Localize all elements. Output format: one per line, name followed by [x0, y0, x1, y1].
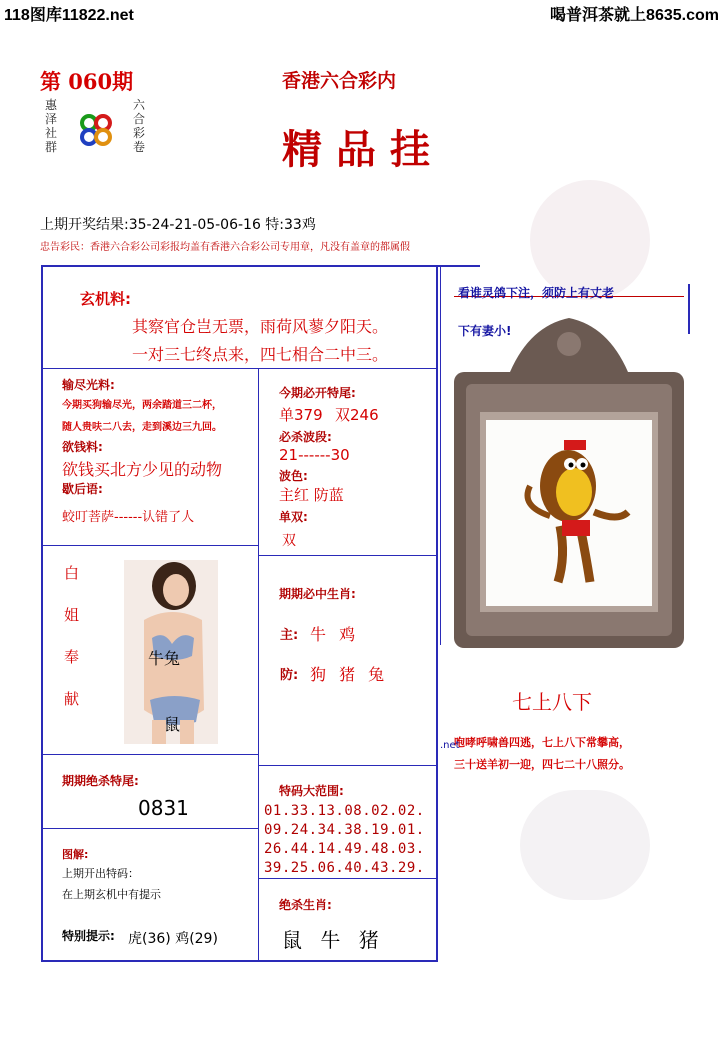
yuqian-text: 欲钱买北方少见的动物	[62, 460, 223, 479]
monkey-frame-picture	[450, 316, 688, 652]
special-label: 特别提示:	[62, 929, 115, 943]
last-result: 上期开奖结果:35-24-21-05-06-16 特:33鸡	[40, 217, 316, 233]
divider	[258, 878, 436, 879]
divider	[41, 265, 43, 962]
juesha-shengxiao-value: 鼠 牛 猪	[282, 928, 385, 952]
vertical-char: 献	[64, 690, 80, 708]
bite-shuang: 双246	[335, 406, 379, 424]
monkey-poem-1: 咆哮呼啸兽四逃，七上八下常攀高，	[454, 736, 630, 749]
divider	[258, 368, 259, 962]
danshuang-value: 双	[282, 533, 296, 549]
divider	[335, 265, 480, 267]
monkey-poem-2: 三十送羊初一迎，四七二十八照分。	[454, 758, 630, 771]
divider	[436, 265, 438, 962]
bizhong-label: 期期必中生肖:	[279, 587, 356, 601]
divider	[42, 368, 437, 369]
monkey-title: 七上八下	[512, 690, 592, 714]
girl-caption-2: 鼠	[164, 715, 181, 734]
divider	[688, 284, 690, 334]
danshuang-label: 单双:	[279, 510, 308, 524]
bite-label: 今期必开特尾:	[279, 386, 356, 400]
divider	[42, 545, 258, 546]
girl-caption-1: 牛兔	[148, 649, 181, 668]
bizhong-main: 牛 鸡	[310, 625, 360, 644]
vertical-char: 白	[64, 564, 80, 582]
vertical-char: 奉	[64, 648, 80, 666]
vertical-label-left: 惠泽社群	[44, 98, 57, 154]
vertical-label-right: 六合彩卷	[132, 98, 145, 154]
divider	[258, 765, 436, 766]
tujie-line-2: 在上期玄机中有提示	[62, 888, 161, 901]
bizhong-fang: 狗 猪 兔	[310, 665, 389, 684]
shuxu-line-1: 今期买狗输尽光，两余踏道三二杯，	[62, 400, 222, 411]
range-row: 01.33.13.08.02.02.	[264, 803, 425, 819]
xuanji-line-2: 一对三七终点来，四七相合二中三。	[132, 345, 389, 364]
juesha-tail-value: 0831	[138, 796, 189, 820]
xiehou-label: 歇后语:	[62, 482, 103, 496]
special-value: 虎(36) 鸡(29)	[128, 931, 218, 947]
divider	[42, 754, 258, 755]
bizhong-main-label: 主:	[280, 628, 299, 643]
range-row: 39.25.06.40.43.29.	[264, 860, 425, 876]
notice-text: 忠告彩民：香港六合彩公司彩报均盖有香港六合彩公司专用章，凡没有盖章的都属假	[40, 242, 410, 253]
xiehou-text: 蛟叮菩萨------认错了人	[62, 510, 195, 525]
tujie-line-1: 上期开出特码：	[62, 867, 139, 880]
divider	[258, 555, 436, 556]
banner-line-1: 看谁灵鸽下注，须防上有丈老	[458, 286, 615, 300]
issue-number: 第 060期	[40, 69, 134, 94]
range-label: 特码大范围:	[279, 784, 344, 798]
divider	[42, 960, 438, 962]
juesha-shengxiao-label: 绝杀生肖:	[279, 898, 332, 912]
banner-line-2: 下有妻小!	[458, 324, 512, 338]
hk-title: 香港六合彩内	[282, 70, 397, 92]
bizhong-fang-label: 防:	[280, 668, 299, 683]
net-text: .net	[440, 740, 460, 751]
site-name-left: 118图库11822.net	[4, 7, 134, 24]
juesha-tail-label: 期期绝杀特尾:	[62, 774, 139, 788]
range-row: 09.24.34.38.19.01.	[264, 822, 425, 838]
bosha-value: 21------30	[279, 446, 350, 464]
shuxu-line-2: 随人贵呋二八去，走到溪边三九回。	[62, 422, 222, 433]
vertical-char: 姐	[64, 606, 80, 624]
shuxu-label: 输尽光料:	[62, 378, 115, 392]
main-title: 精品挂	[282, 126, 444, 173]
decor-blob	[520, 790, 650, 900]
divider	[42, 828, 258, 829]
bite-dan: 单379	[279, 406, 323, 424]
site-name-right: 喝普洱茶就上8635.com	[550, 7, 719, 24]
range-row: 26.44.14.49.48.03.	[264, 841, 425, 857]
yuqian-label: 欲钱料:	[62, 440, 103, 454]
xuanji-label: 玄机料:	[80, 290, 131, 308]
xuanji-line-1: 其察官仓岂无票，雨荷风蓼夕阳天。	[132, 317, 389, 336]
decor-blob	[530, 180, 650, 300]
bosha-label: 必杀波段:	[279, 430, 332, 444]
lottery-logo-icon	[78, 112, 114, 148]
bose-label: 波色:	[279, 469, 308, 483]
tujie-label: 图解:	[62, 848, 89, 861]
divider	[440, 265, 441, 645]
bose-value: 主红 防蓝	[279, 486, 344, 504]
